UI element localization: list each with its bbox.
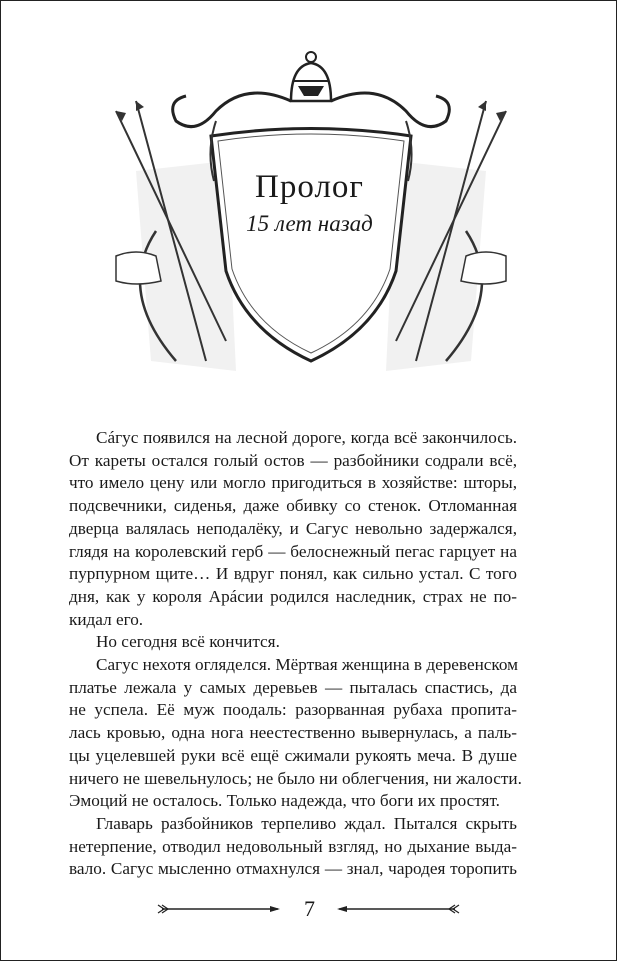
text-line: От кареты остался голый остов — разбойники содрали всё, (69, 450, 517, 470)
text-line: дверца валялась неподалёку, и Сагус невольно задержался, (69, 518, 517, 538)
text-line: Сáгус появился на лесной дороге, когда всё закончилось. (96, 428, 517, 447)
text-line: дня, как у короля Арáсии родился наследник, страх не по- (69, 586, 517, 606)
text-line: вало. Сагус мысленно отмахнулся — знал, чародея торопить (69, 859, 517, 879)
text-line: Эмоций не осталось. Только надежда, что боги их простят. (69, 791, 500, 811)
text-line: ничего не шевельнулось; не было ни облегчения, ни жалости. (69, 768, 522, 788)
text-line: платье лежала у самых деревьев — пыталась спастись, да (69, 677, 517, 697)
text-line: Но сегодня всё кончится. (96, 632, 280, 652)
text-line: глядя на королевский герб — белоснежный пегас гарцует на (69, 541, 517, 561)
page-number: 7 (304, 896, 315, 921)
text-line: Главарь разбойников терпеливо ждал. Пытался скрыть (96, 813, 517, 833)
text-line: пурпурном щите… И вдруг понял, как сильно устал. С того (69, 564, 517, 584)
helmet-icon (291, 52, 331, 101)
page-footer (1, 896, 617, 926)
text-line: подсвечники, сиденья, даже обивку со стенок. Отломанная (69, 496, 517, 516)
text-line: нетерпение, отводил недовольный взгляд, но дыхание выда- (69, 836, 517, 856)
body-text (69, 427, 522, 881)
text-line: лась кровью, одна нога неестественно вывернулась, а паль- (69, 723, 517, 743)
text-line: не успела. Её муж поодаль: разорванная рубаха пропита- (69, 700, 517, 720)
right-arrow-ornament-icon (331, 902, 461, 916)
text-line: кидал его. (69, 609, 144, 629)
text-line: цы уцелевшей руки всё ещё сжимали рукоять меча. В душе (69, 745, 517, 765)
chapter-title: Пролог (255, 169, 364, 205)
chapter-subtitle: 15 лет назад (246, 211, 373, 236)
text-line: что имело цену или могло пригодиться в хозяйстве: шторы, (69, 473, 517, 493)
text-line: Сагус нехотя огляделся. Мёртвая женщина в деревенском (96, 655, 519, 675)
